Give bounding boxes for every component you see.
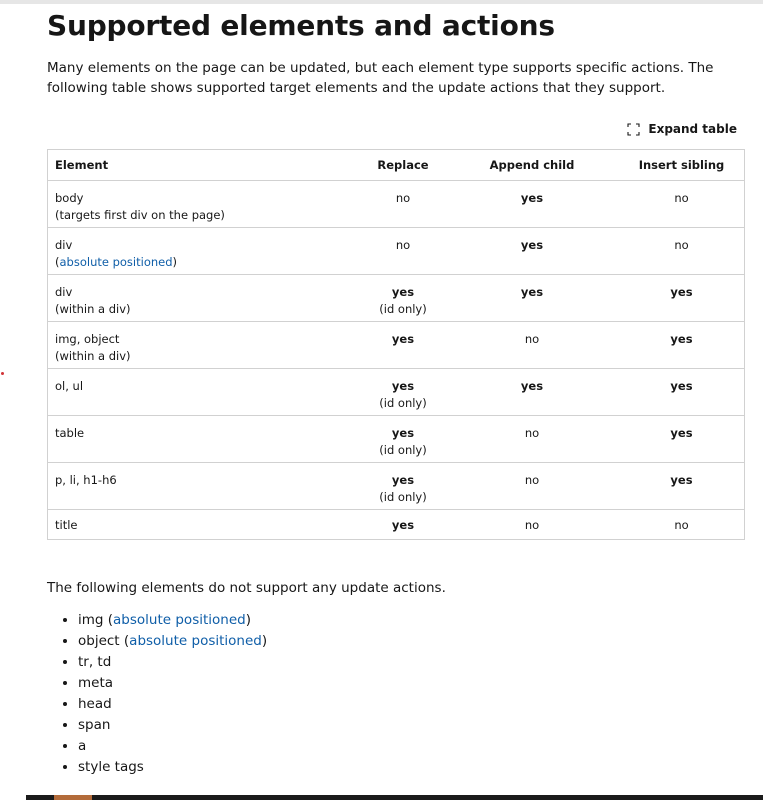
cell-element: img, object (within a div) <box>48 322 362 369</box>
table-header-row <box>48 150 745 181</box>
absolute-positioned-link[interactable]: absolute positioned <box>129 633 262 649</box>
list-item: • object (absolute positioned) <box>78 631 747 652</box>
cell-element: table <box>48 416 362 463</box>
cell-replace: yes (id only) <box>361 369 445 416</box>
expand-table-label: Expand table <box>648 122 737 136</box>
cell-append: no <box>445 322 619 369</box>
table-row <box>48 416 745 463</box>
cell-element: p, li, h1-h6 <box>48 463 362 510</box>
absolute-positioned-link[interactable]: absolute positioned <box>113 612 246 628</box>
cell-element: div (within a div) <box>48 275 362 322</box>
cell-append: yes <box>445 369 619 416</box>
supported-elements-table <box>47 149 745 540</box>
table-row <box>48 322 745 369</box>
cell-append: no <box>445 463 619 510</box>
unsupported-list <box>47 610 747 778</box>
bottom-bar-accent <box>54 795 92 800</box>
list-item: • img (absolute positioned) <box>78 610 747 631</box>
list-item: • style tags <box>78 757 747 778</box>
bottom-bar <box>26 795 763 800</box>
table-row <box>48 510 745 540</box>
table-row <box>48 463 745 510</box>
cell-insert: no <box>619 228 745 275</box>
cell-insert: yes <box>619 369 745 416</box>
cell-replace: no <box>361 228 445 275</box>
cell-element: ol, ul <box>48 369 362 416</box>
cell-insert: no <box>619 510 745 540</box>
marker-dot <box>1 372 4 375</box>
table-row <box>48 369 745 416</box>
page-title: Supported elements and actions <box>47 9 555 42</box>
list-item: • span <box>78 715 747 736</box>
cell-insert: no <box>619 181 745 228</box>
cell-replace: yes (id only) <box>361 416 445 463</box>
list-item: • tr, td <box>78 652 747 673</box>
list-item: • a <box>78 736 747 757</box>
cell-append: no <box>445 510 619 540</box>
table-row <box>48 275 745 322</box>
cell-append: yes <box>445 228 619 275</box>
cell-replace: yes (id only) <box>361 463 445 510</box>
list-item: • head <box>78 694 747 715</box>
cell-insert: yes <box>619 416 745 463</box>
absolute-positioned-link[interactable]: absolute positioned <box>59 255 173 269</box>
header-append-child: Append child <box>445 150 619 181</box>
unsupported-intro: The following elements do not support any update actions. <box>47 580 446 596</box>
cell-append: no <box>445 416 619 463</box>
cell-element: title <box>48 510 362 540</box>
cell-replace: no <box>361 181 445 228</box>
cell-insert: yes <box>619 322 745 369</box>
top-border <box>0 0 763 4</box>
intro-paragraph: Many elements on the page can be updated, but each element type supports specific actions. The following table shows supported target elements and the update actions that they support. <box>47 60 714 96</box>
cell-element: div (absolute positioned) <box>48 228 362 275</box>
cell-insert: yes <box>619 275 745 322</box>
header-element: Element <box>48 150 362 181</box>
cell-replace: yes <box>361 322 445 369</box>
header-replace: Replace <box>361 150 445 181</box>
table-row <box>48 228 745 275</box>
table-toolbar <box>47 122 747 144</box>
header-insert-sibling: Insert sibling <box>619 150 745 181</box>
cell-append: yes <box>445 275 619 322</box>
list-item: • meta <box>78 673 747 694</box>
cell-insert: yes <box>619 463 745 510</box>
expand-icon <box>627 123 640 136</box>
cell-replace: yes <box>361 510 445 540</box>
cell-append: yes <box>445 181 619 228</box>
expand-table-button[interactable] <box>627 122 737 136</box>
cell-element: body (targets first div on the page) <box>48 181 362 228</box>
main-content <box>47 6 747 778</box>
cell-replace: yes (id only) <box>361 275 445 322</box>
table-row <box>48 181 745 228</box>
